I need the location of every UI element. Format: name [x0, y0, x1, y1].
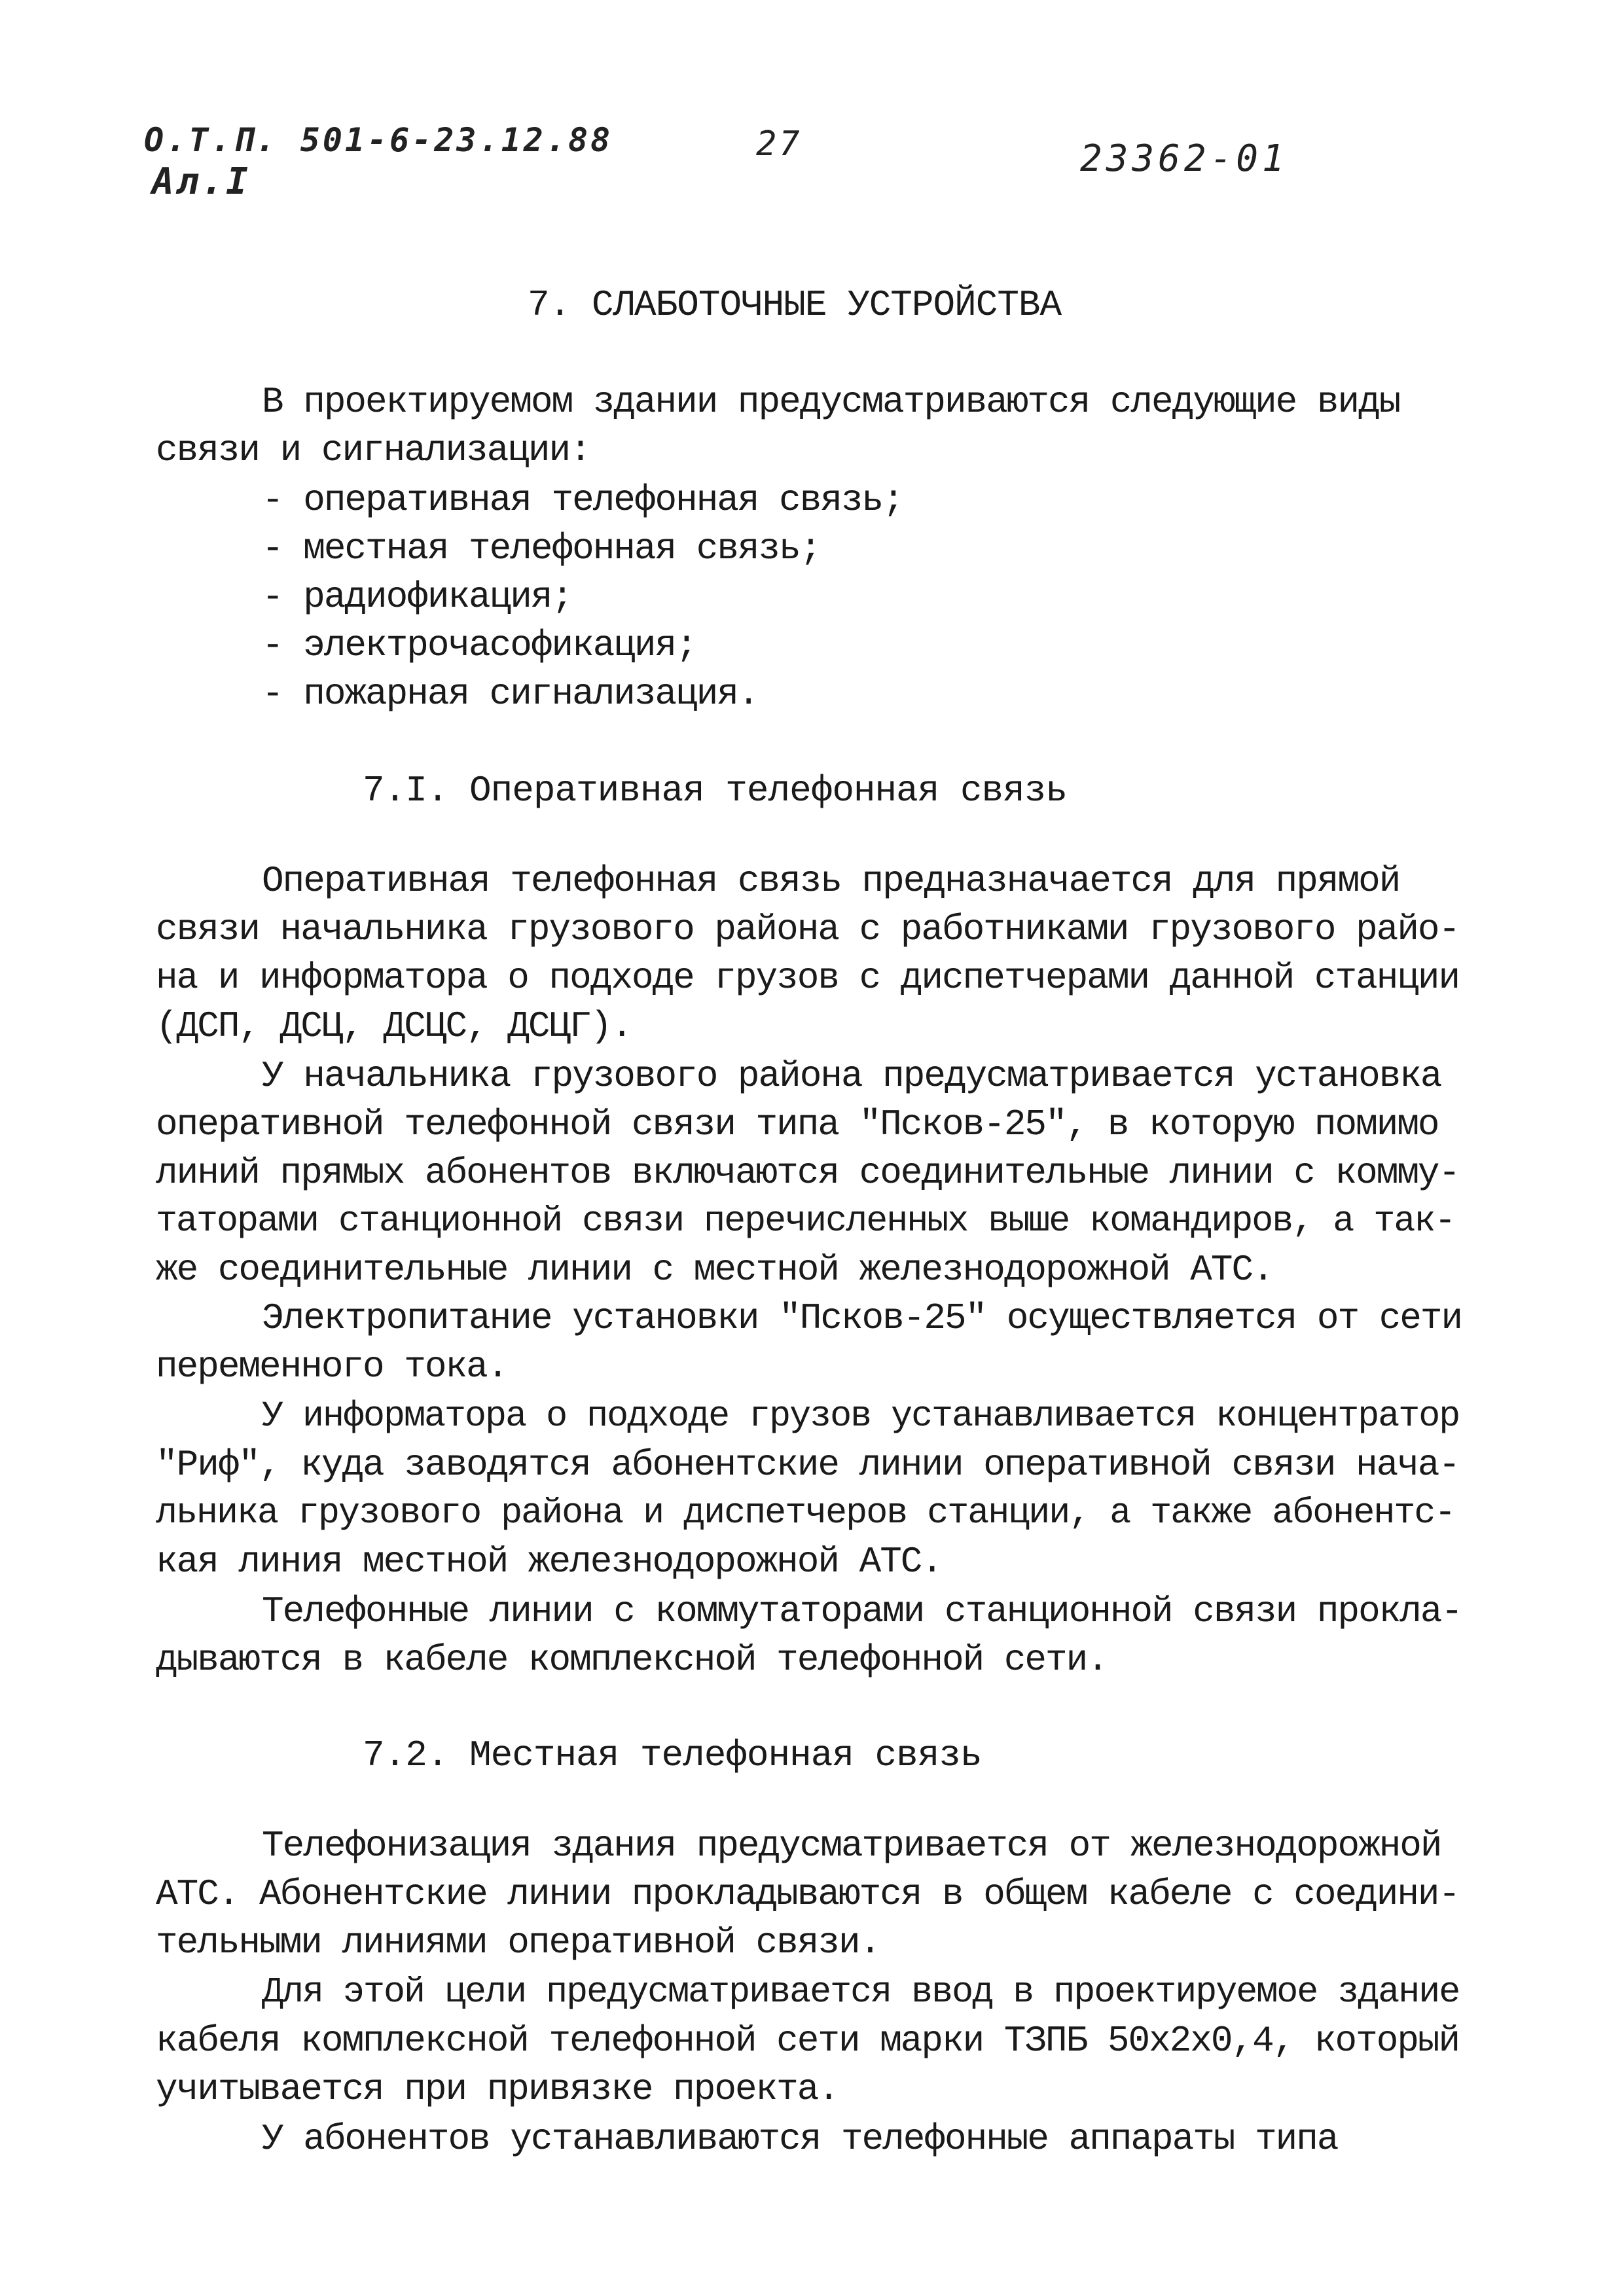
paragraph-line: Для этой цели предусматривается ввод в проектируемое здание	[262, 1971, 1460, 2013]
paragraph-line: "Риф", куда заводятся абонентские линии оперативной связи нача-	[156, 1444, 1460, 1486]
paragraph-line: кабеля комплексной телефонной сети марки ТЗПБ 50х2х0,4, который	[156, 2020, 1460, 2062]
document-code: О.Т.П. 501-6-23.12.88	[144, 121, 613, 159]
paragraph-line: У начальника грузового района предусматривается установка	[262, 1055, 1441, 1097]
paragraph-line: линий прямых абонентов включаются соединительные линии с комму-	[156, 1152, 1460, 1194]
section-title: 7. СЛАБОТОЧНЫЕ УСТРОЙСТВА	[528, 284, 1062, 326]
list-item: - оперативная телефонная связь;	[262, 479, 903, 521]
document-number: 23362-01	[1080, 137, 1288, 180]
subsection-title: 7.2. Местная телефонная связь	[363, 1734, 982, 1776]
paragraph-line: таторами станционной связи перечисленных выше командиров, а так-	[156, 1200, 1455, 1242]
paragraph-line: (ДСП, ДСЦ, ДСЦС, ДСЦГ).	[156, 1005, 632, 1047]
paragraph-line: на и информатора о подходе грузов с диспетчерами данной станции	[156, 957, 1460, 999]
paragraph-line: Телефонные линии с коммутаторами станционной связи прокла-	[262, 1590, 1462, 1632]
list-item: - пожарная сигнализация.	[262, 673, 759, 715]
intro-line: связи и сигнализации:	[156, 429, 590, 471]
paragraph-line: Телефонизация здания предусматривается от железнодорожной	[262, 1825, 1441, 1867]
paragraph-line: тельными линиями оперативной связи.	[156, 1922, 880, 1964]
list-item: - электрочасофикация;	[262, 624, 696, 666]
paragraph-line: переменного тока.	[156, 1346, 508, 1388]
subsection-title: 7.I. Оперативная телефонная связь	[363, 770, 1067, 812]
paragraph-line: Электропитание установки "Псков-25" осуществляется от сети	[262, 1297, 1462, 1339]
list-item: - радиофикация;	[262, 576, 573, 618]
paragraph-line: связи начальника грузового района с работниками грузового райо-	[156, 908, 1460, 950]
paragraph-line: льника грузового района и диспетчеров станции, а также абонентс-	[156, 1492, 1455, 1534]
list-item: - местная телефонная связь;	[262, 528, 821, 569]
paragraph-line: АТС. Абонентские линии прокладываются в общем кабеле с соедини-	[156, 1873, 1460, 1915]
sheet-label: Ал.I	[152, 160, 251, 203]
paragraph-line: учитывается при привязке проекта.	[156, 2068, 839, 2110]
paragraph-line: У абонентов устанавливаются телефонные аппараты типа	[262, 2118, 1338, 2160]
page-number: 27	[756, 124, 803, 164]
paragraph-line: оперативной телефонной связи типа "Псков-25", в которую помимо	[156, 1103, 1439, 1145]
paragraph-line: У информатора о подходе грузов устанавливается концентратор	[262, 1395, 1460, 1437]
paragraph-line: кая линия местной железнодорожной АТС.	[156, 1541, 943, 1583]
paragraph-line: дываются в кабеле комплексной телефонной сети.	[156, 1639, 1108, 1681]
intro-line: В проектируемом здании предусматриваются следующие виды	[262, 381, 1400, 423]
paragraph-line: же соединительные линии с местной железнодорожной АТС.	[156, 1249, 1273, 1291]
paragraph-line: Оперативная телефонная связь предназначается для прямой	[262, 860, 1400, 902]
